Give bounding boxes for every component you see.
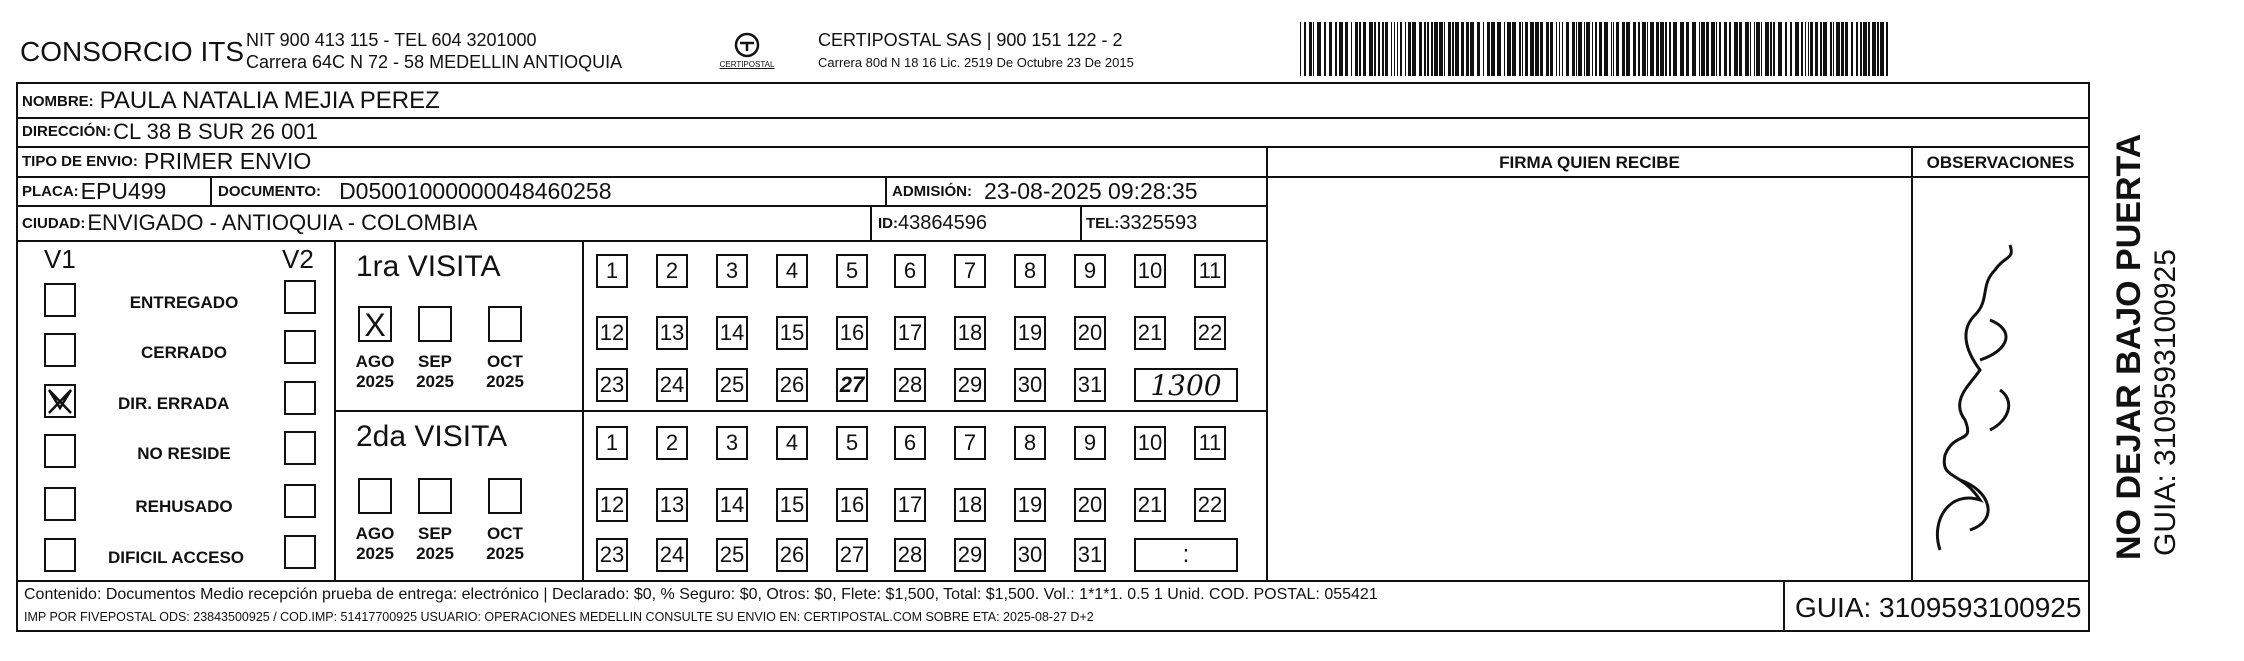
side-guia-label: GUIA: 3109593100925: [2149, 249, 2182, 556]
day-box[interactable]: 15: [776, 316, 808, 350]
v2-checkbox[interactable]: [284, 535, 316, 569]
day-box[interactable]: 16: [836, 316, 868, 350]
v2-checkbox[interactable]: [284, 484, 316, 518]
barcode-bar: [1578, 22, 1582, 76]
handwritten-signature-icon: [1920, 230, 2040, 560]
signature-area[interactable]: [1268, 178, 1911, 580]
barcode-bar: [1669, 22, 1671, 76]
id-value: 43864596: [898, 211, 987, 234]
day-box[interactable]: 13: [656, 488, 688, 522]
barcode-bar: [1452, 22, 1454, 76]
day-box[interactable]: 2: [656, 254, 688, 288]
day-box[interactable]: 11: [1194, 254, 1226, 288]
barcode-bar: [1572, 22, 1575, 76]
barcode-bar: [1836, 22, 1840, 76]
barcode-bar: [1851, 22, 1853, 76]
barcode-bar: [1397, 22, 1398, 76]
day-box[interactable]: 8: [1014, 426, 1046, 460]
logo-text: CERTIPOSTAL: [719, 60, 775, 69]
barcode-bar: [1860, 22, 1862, 76]
day-box[interactable]: 17: [894, 488, 926, 522]
barcode-bar: [1535, 22, 1539, 76]
barcode-bar: [1408, 22, 1411, 76]
month-checkbox[interactable]: [418, 306, 452, 342]
day-box[interactable]: 27: [836, 538, 868, 572]
admision-label: ADMISIÓN:: [892, 182, 972, 200]
v1-checkbox[interactable]: [44, 283, 76, 317]
placa-label: PLACA:: [22, 182, 79, 200]
month-mark: X: [364, 307, 386, 343]
barcode-bar: [1877, 22, 1879, 76]
barcode-bar: [1604, 22, 1608, 76]
month-year: 2025: [486, 544, 524, 563]
day-box[interactable]: 23: [596, 538, 628, 572]
side-notice: [2110, 40, 2183, 560]
barcode-bar: [1665, 22, 1667, 76]
day-box[interactable]: 17: [894, 316, 926, 350]
barcode-bar: [1313, 22, 1314, 76]
day-box[interactable]: 26: [776, 368, 808, 402]
certipostal-logo: [712, 30, 782, 74]
barcode-bar: [1400, 22, 1402, 76]
tel-row: [1086, 207, 1197, 239]
barcode-bar: [1363, 22, 1366, 76]
day-box[interactable]: 25: [716, 538, 748, 572]
barcode-bar: [1790, 22, 1792, 76]
check-mark-icon: [46, 386, 74, 416]
barcode-bar: [1750, 22, 1751, 76]
company-name: CONSORCIO ITS: [20, 36, 245, 67]
courier-info-line-1: CERTIPOSTAL SAS | 900 151 122 - 2: [818, 30, 1123, 50]
barcode-bar: [1686, 22, 1689, 76]
barcode-bar: [1339, 22, 1343, 76]
footer-guia: GUIA: 3109593100925: [1795, 592, 2082, 623]
v1-checkbox[interactable]: [44, 434, 76, 468]
day-box[interactable]: 10: [1134, 254, 1166, 288]
documento-row: [218, 176, 612, 206]
barcode-bar: [1613, 22, 1614, 76]
barcode-bar: [1868, 22, 1870, 76]
day-box[interactable]: 5: [836, 254, 868, 288]
day-box[interactable]: 30: [1014, 368, 1046, 402]
day-box[interactable]: 1: [596, 426, 628, 460]
no-dejar-bajo-puerta-label: NO DEJAR BAJO PUERTA: [2110, 133, 2148, 560]
day-box[interactable]: 19: [1014, 316, 1046, 350]
barcode-bar: [1525, 22, 1528, 76]
barcode-bar: [1345, 22, 1348, 76]
barcode-bar: [1556, 22, 1557, 76]
barcode-bar: [1351, 22, 1352, 76]
month-name: OCT: [487, 524, 523, 543]
barcode-bar: [1329, 22, 1332, 76]
day-box[interactable]: 13: [656, 316, 688, 350]
firma-quien-recibe-label: FIRMA QUIEN RECIBE: [1499, 153, 1680, 172]
admision-row: [892, 176, 1198, 206]
barcode-bar: [1483, 22, 1484, 76]
barcode: [1300, 22, 1895, 76]
day-box[interactable]: 29: [954, 368, 986, 402]
month-year: 2025: [416, 544, 454, 563]
id-label: ID:: [878, 214, 898, 232]
barcode-bar: [1431, 22, 1433, 76]
barcode-bar: [1444, 22, 1445, 76]
first-visit-time-box[interactable]: 1300: [1134, 368, 1238, 402]
day-box[interactable]: 29: [954, 538, 986, 572]
day-box[interactable]: 30: [1014, 538, 1046, 572]
day-box[interactable]: 6: [894, 426, 926, 460]
barcode-bar: [1845, 22, 1848, 76]
day-box[interactable]: 21: [1134, 316, 1166, 350]
v1-label: V1: [44, 244, 76, 274]
barcode-bar: [1647, 22, 1648, 76]
barcode-bar: [1833, 22, 1834, 76]
status-item-label: DIR. ERRADA: [118, 394, 230, 413]
barcode-bar: [1622, 22, 1625, 76]
status-item-label: NO RESIDE: [137, 444, 231, 463]
v1-checkbox[interactable]: [44, 384, 76, 418]
day-box[interactable]: 20: [1074, 316, 1106, 350]
barcode-bar: [1455, 22, 1459, 76]
barcode-bar: [1680, 22, 1684, 76]
day-box[interactable]: 3: [716, 254, 748, 288]
month-name: OCT: [487, 352, 523, 371]
barcode-bar: [1369, 22, 1373, 76]
tipo-label: TIPO DE ENVIO:: [22, 153, 138, 170]
day-box[interactable]: 31: [1074, 368, 1106, 402]
barcode-bar: [1808, 22, 1809, 76]
barcode-bar: [1434, 22, 1438, 76]
barcode-bar: [1778, 22, 1782, 76]
barcode-bar: [1584, 22, 1585, 76]
month-year: 2025: [356, 544, 394, 563]
barcode-bar: [1823, 22, 1827, 76]
barcode-bar: [1880, 22, 1884, 76]
barcode-bar: [1317, 22, 1321, 76]
tel-label: TEL:: [1086, 214, 1120, 232]
barcode-bar: [1487, 22, 1490, 76]
barcode-bar: [1497, 22, 1501, 76]
day-box[interactable]: 2: [656, 426, 688, 460]
ciudad-label: CIUDAD:: [22, 214, 86, 232]
barcode-bar: [1405, 22, 1406, 76]
barcode-bar: [1359, 22, 1361, 76]
barcode-bar: [1719, 22, 1721, 76]
barcode-bar: [1770, 22, 1772, 76]
barcode-bar: [1656, 22, 1659, 76]
day-box[interactable]: 7: [954, 426, 986, 460]
barcode-bar: [1412, 22, 1416, 76]
day-box[interactable]: 22: [1194, 488, 1226, 522]
day-box[interactable]: 7: [954, 254, 986, 288]
barcode-bar: [1504, 22, 1505, 76]
tel-value: 3325593: [1119, 211, 1198, 234]
v2-checkbox[interactable]: [284, 381, 316, 415]
day-box[interactable]: 10: [1134, 426, 1166, 460]
barcode-bar: [1830, 22, 1832, 76]
barcode-bar: [1785, 22, 1787, 76]
day-box[interactable]: 26: [776, 538, 808, 572]
month-year: 2025: [486, 372, 524, 391]
barcode-bar: [1599, 22, 1602, 76]
barcode-bar: [1754, 22, 1755, 76]
barcode-bar: [1566, 22, 1569, 76]
day-box[interactable]: 22: [1194, 316, 1226, 350]
barcode-bar: [1761, 22, 1762, 76]
tipo-value: PRIMER ENVIO: [143, 148, 312, 174]
nombre-label: NOMBRE:: [22, 92, 94, 110]
month-checkbox[interactable]: [418, 478, 452, 514]
tipo-envio-row: [22, 147, 311, 176]
barcode-bar: [1611, 22, 1612, 76]
barcode-bar: [1863, 22, 1867, 76]
barcode-bar: [1745, 22, 1749, 76]
barcode-bar: [1324, 22, 1326, 76]
day-box[interactable]: 1: [596, 254, 628, 288]
barcode-bar: [1424, 22, 1426, 76]
company-info-line-2: Carrera 64C N 72 - 58 MEDELLIN ANTIOQUIA: [246, 52, 623, 72]
barcode-bar: [1540, 22, 1543, 76]
barcode-bar: [1701, 22, 1705, 76]
barcode-bar: [1699, 22, 1700, 76]
nombre-value: PAULA NATALIA MEJIA PEREZ: [99, 87, 440, 114]
barcode-bar: [1773, 22, 1775, 76]
barcode-bar: [1309, 22, 1312, 76]
footer-line-1: Contenido: Documentos Medio recepción prueba de entrega: electrónico | Declarado: $0, % Seguro: $0, Otros: $0, Flete: $1,500, Total: $1,500. Vol.: 1*1*1. 0.5 1 Unid. COD. POSTAL: 055421: [24, 586, 1378, 603]
month-name: SEP: [417, 352, 453, 371]
barcode-bar: [1355, 22, 1358, 76]
ciudad-row: [22, 207, 477, 239]
day-box[interactable]: 15: [776, 488, 808, 522]
barcode-bar: [1815, 22, 1818, 76]
barcode-bar: [1856, 22, 1858, 76]
footer-line-2: IMP POR FIVEPOSTAL ODS: 23843500925 / COD.IMP: 51417700925 USUARIO: OPERACIONES MEDELLIN CONSULTE SU ENVIO EN: CERTIPOSTAL.COM SOBRE ETA: 2025-08-27 D+2: [24, 610, 1094, 624]
status-item-label: CERRADO: [141, 343, 227, 362]
barcode-bar: [1872, 22, 1876, 76]
barcode-bar: [1304, 22, 1306, 76]
day-box[interactable]: 16: [836, 488, 868, 522]
day-box[interactable]: 23: [596, 368, 628, 402]
barcode-bar: [1391, 22, 1392, 76]
month-checkbox[interactable]: [488, 306, 522, 342]
nombre-row: [22, 85, 440, 117]
barcode-bar: [1801, 22, 1803, 76]
day-box[interactable]: 14: [716, 316, 748, 350]
barcode-bar: [1300, 22, 1301, 76]
barcode-bar: [1795, 22, 1799, 76]
barcode-bar: [1378, 22, 1380, 76]
day-box[interactable]: 27: [836, 368, 868, 402]
barcode-bar: [1550, 22, 1553, 76]
observaciones-label: OBSERVACIONES: [1926, 153, 2075, 172]
company-info-line-1: NIT 900 413 115 - TEL 604 3201000: [246, 30, 537, 50]
day-box[interactable]: 3: [716, 426, 748, 460]
status-item-label: REHUSADO: [135, 497, 233, 516]
month-checkbox[interactable]: [488, 478, 522, 514]
barcode-bar: [1448, 22, 1451, 76]
barcode-bar: [1729, 22, 1731, 76]
barcode-bar: [1461, 22, 1464, 76]
ciudad-value: ENVIGADO - ANTIOQUIA - COLOMBIA: [87, 210, 478, 235]
barcode-bar: [1642, 22, 1646, 76]
v2-checkbox[interactable]: [284, 280, 316, 314]
day-box[interactable]: 4: [776, 254, 808, 288]
direccion-value: CL 38 B SUR 26 001: [113, 118, 318, 144]
barcode-bar: [1507, 22, 1511, 76]
second-visit-time-box[interactable]: :: [1134, 538, 1238, 572]
month-checkbox[interactable]: [358, 478, 392, 514]
direccion-label: DIRECCIÓN:: [22, 123, 112, 140]
day-box[interactable]: 8: [1014, 254, 1046, 288]
barcode-bar: [1633, 22, 1636, 76]
barcode-bar: [1477, 22, 1480, 76]
placa-value: EPU499: [80, 177, 167, 204]
documento-label: DOCUMENTO:: [218, 182, 322, 200]
barcode-bar: [1394, 22, 1395, 76]
barcode-bar: [1673, 22, 1677, 76]
barcode-bar: [1586, 22, 1590, 76]
day-box[interactable]: 18: [954, 488, 986, 522]
handwritten-signature: [1920, 230, 2040, 560]
barcode-bar: [1739, 22, 1742, 76]
day-box[interactable]: 28: [894, 368, 926, 402]
barcode-bar: [1805, 22, 1806, 76]
barcode-bar: [1626, 22, 1630, 76]
barcode-bar: [1530, 22, 1534, 76]
v1-checkbox[interactable]: [44, 333, 76, 367]
v1-checkbox[interactable]: [44, 538, 76, 572]
day-box[interactable]: 9: [1074, 254, 1106, 288]
barcode-bar: [1660, 22, 1664, 76]
barcode-bar: [1711, 22, 1715, 76]
placa-row: [22, 176, 166, 206]
day-box[interactable]: 18: [954, 316, 986, 350]
barcode-bar: [1439, 22, 1443, 76]
barcode-bar: [1559, 22, 1560, 76]
day-box[interactable]: 6: [894, 254, 926, 288]
day-box[interactable]: 9: [1074, 426, 1106, 460]
barcode-bar: [1595, 22, 1597, 76]
barcode-bar: [1692, 22, 1696, 76]
barcode-bar: [1616, 22, 1619, 76]
barcode-bar: [1820, 22, 1822, 76]
barcode-bar: [1562, 22, 1563, 76]
barcode-bar: [1374, 22, 1376, 76]
barcode-bar: [1886, 22, 1888, 76]
courier-info-line-2: Carrera 80d N 18 16 Lic. 2519 De Octubre 23 De 2015: [818, 55, 1134, 70]
barcode-bar: [1512, 22, 1516, 76]
barcode-bar: [1650, 22, 1654, 76]
month-name: AGO: [355, 352, 395, 371]
status-item-label: ENTREGADO: [129, 293, 239, 312]
barcode-bar: [1576, 22, 1577, 76]
v2-checkbox[interactable]: [284, 431, 316, 465]
barcode-bar: [1419, 22, 1422, 76]
barcode-bar: [1841, 22, 1844, 76]
barcode-bar: [1427, 22, 1429, 76]
day-box[interactable]: 19: [1014, 488, 1046, 522]
barcode-bar: [1382, 22, 1384, 76]
day-box[interactable]: 12: [596, 316, 628, 350]
barcode-icon: [1300, 22, 1895, 76]
barcode-bar: [1765, 22, 1769, 76]
v2-checkbox[interactable]: [284, 330, 316, 364]
id-row: [878, 207, 987, 239]
day-box[interactable]: 24: [656, 538, 688, 572]
day-box[interactable]: 24: [656, 368, 688, 402]
barcode-bar: [1592, 22, 1593, 76]
documento-value: D05001000000048460258: [339, 177, 612, 204]
barcode-bar: [1546, 22, 1549, 76]
day-box[interactable]: 20: [1074, 488, 1106, 522]
status-item-label: DIFICIL ACCESO: [108, 548, 245, 567]
day-box[interactable]: 25: [716, 368, 748, 402]
barcode-bar: [1724, 22, 1727, 76]
month-year: 2025: [356, 372, 394, 391]
barcode-bar: [1810, 22, 1813, 76]
barcode-bar: [1716, 22, 1717, 76]
day-box[interactable]: 21: [1134, 488, 1166, 522]
barcode-bar: [1519, 22, 1521, 76]
barcode-bar: [1734, 22, 1738, 76]
day-box[interactable]: 31: [1074, 538, 1106, 572]
month-year: 2025: [416, 372, 454, 391]
v2-label: V2: [282, 244, 314, 274]
barcode-bar: [1491, 22, 1495, 76]
month-name: SEP: [417, 524, 453, 543]
barcode-bar: [1470, 22, 1474, 76]
day-box[interactable]: 4: [776, 426, 808, 460]
barcode-bar: [1706, 22, 1709, 76]
barcode-bar: [1385, 22, 1388, 76]
month-name: AGO: [355, 524, 395, 543]
admision-value: 23-08-2025 09:28:35: [984, 177, 1198, 204]
day-box[interactable]: 12: [596, 488, 628, 522]
barcode-bar: [1638, 22, 1640, 76]
day-box[interactable]: 28: [894, 538, 926, 572]
direccion-row: [22, 117, 318, 146]
second-visit-label: 2da VISITA: [356, 420, 508, 453]
barcode-bar: [1466, 22, 1469, 76]
first-visit-label: 1ra VISITA: [356, 250, 501, 283]
day-box[interactable]: 5: [836, 426, 868, 460]
month-checkbox[interactable]: [358, 306, 392, 342]
day-box[interactable]: 11: [1194, 426, 1226, 460]
day-box[interactable]: 14: [716, 488, 748, 522]
barcode-bar: [1756, 22, 1760, 76]
barcode-bar: [1522, 22, 1523, 76]
v1-checkbox[interactable]: [44, 487, 76, 521]
barcode-bar: [1335, 22, 1337, 76]
